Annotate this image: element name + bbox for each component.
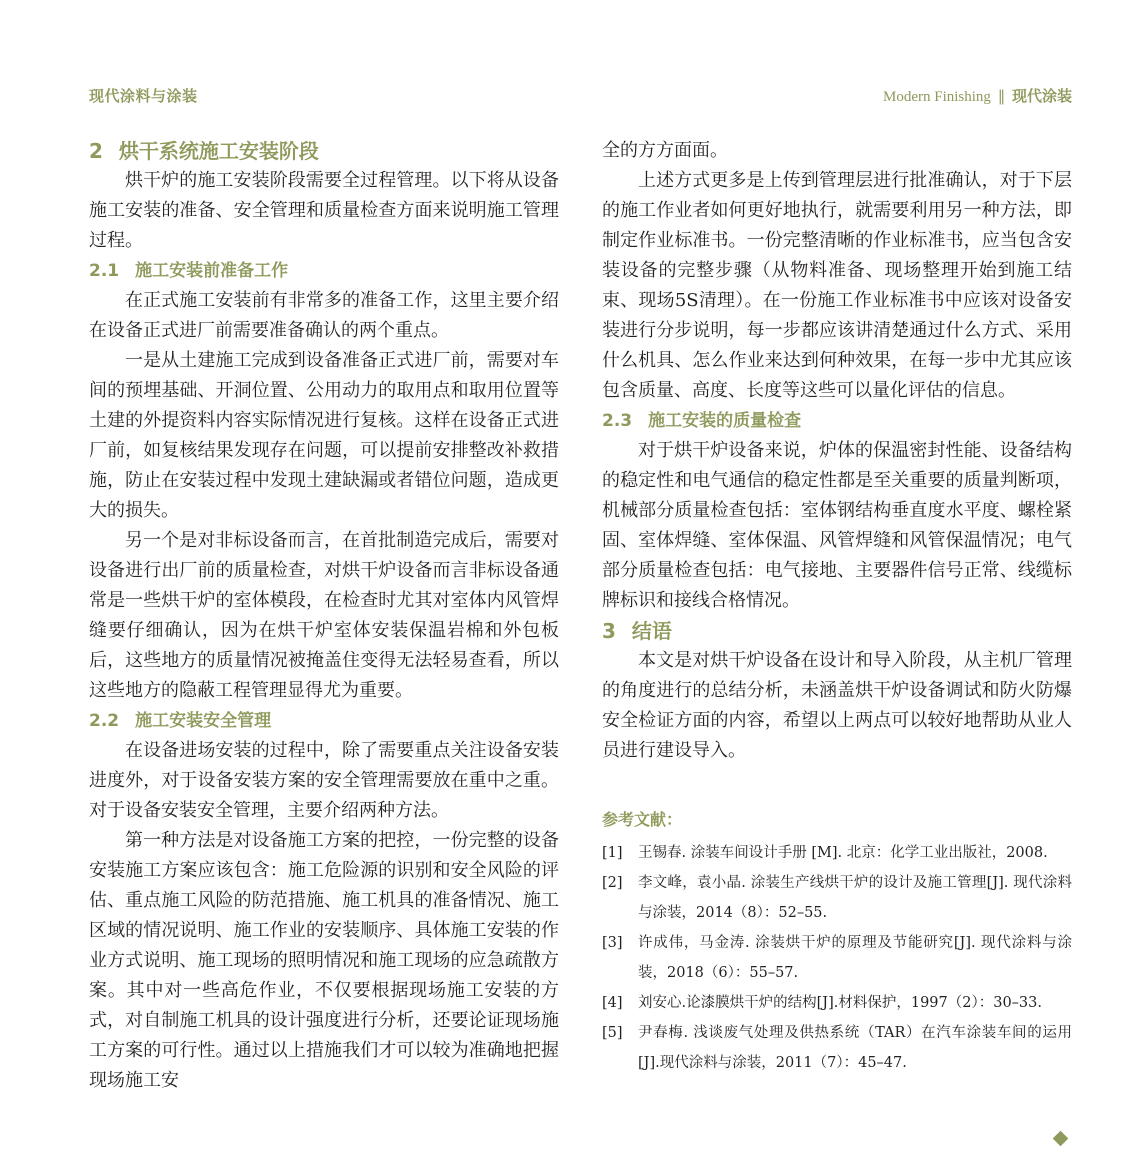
reference-number: [3] — [602, 935, 623, 951]
running-header-separator: ‖ — [997, 87, 1006, 105]
paragraph: 上述方式更多是上传到管理层进行批准确认，对于下层的施工作业者如何更好地执行，就需要利用另一种方法，即制定作业标准书。一份完整清晰的作业标准书，应当包含安装设备的完整步骤（从物料准备、现场整理开始到施工结束、现场5S清理）。在一份施工作业标准书中应该对设备安装进行分步说明，每一步都应该讲清楚通过什么方式、采用什么机具、怎么作业来达到何种效果，在每一步中尤其应该包含质量、高度、长度等这些可以量化评估的信息。 — [602, 170, 1072, 401]
running-header-chinese: 现代涂装 — [1011, 87, 1072, 105]
reference-item — [602, 928, 1072, 988]
right-column — [602, 136, 1072, 1078]
subsection-number: 2.3 — [602, 411, 633, 431]
paragraph: 本文是对烘干炉设备在设计和导入阶段，从主机厂管理的角度进行的总结分析，未涵盖烘干炉设备调试和防火防爆安全检证方面的内容，希望以上两点可以较好地帮助从业人员进行建设导入。 — [602, 650, 1072, 761]
section-title: 结语 — [631, 619, 672, 643]
running-header-english: Modern Finishing — [882, 89, 991, 105]
section-number: 3 — [602, 619, 616, 643]
section-2-intro: 烘干炉的施工安装阶段需要全过程管理。以下将从设备施工安装的准备、安全管理和质量检查方面来说明施工管理过程。 — [89, 170, 559, 251]
subsection-number: 2.2 — [89, 711, 120, 731]
running-header-right — [883, 85, 1072, 106]
reference-item — [602, 1018, 1072, 1078]
subsection-number: 2.1 — [89, 261, 120, 281]
reference-number: [5] — [602, 1025, 623, 1041]
running-header-journal: 现代涂料与涂装 — [89, 87, 198, 105]
reference-text: 刘安心.论漆膜烘干炉的结构[J].材料保护，1997（2）：30–33. — [638, 995, 1042, 1011]
paragraph: 另一个是对非标设备而言，在首批制造完成后，需要对设备进行出厂前的质量检查，对烘干炉设备而言非标设备通常是一些烘干炉的室体模段，在检查时尤其对室体内风管焊缝要仔细确认，因为在烘干炉室体安装保温岩棉和外包板后，这些地方的质量情况被掩盖住变得无法轻易查看，所以这些地方的隐蔽工程管理显得尤为重要。 — [89, 530, 559, 701]
section-title: 烘干系统施工安装阶段 — [118, 139, 319, 163]
subsection-title: 施工安装安全管理 — [135, 711, 272, 731]
diamond-icon — [1053, 1131, 1069, 1147]
reference-text: 许成伟，马金涛. 涂装烘干炉的原理及节能研究[J]. 现代涂料与涂装，2018（6）：55–57. — [638, 935, 1072, 981]
section-3-heading — [602, 616, 1072, 646]
reference-text: 王锡春. 涂装车间设计手册 [M]. 北京：化学工业出版社，2008. — [638, 845, 1048, 861]
reference-text: 尹春梅. 浅谈废气处理及供热系统（TAR）在汽车涂装车间的运用[J].现代涂料与涂装，2011（7）：45–47. — [638, 1025, 1072, 1071]
subsection-title: 施工安装的质量检查 — [648, 411, 802, 431]
reference-item — [602, 838, 1072, 868]
reference-text: 李文峰，袁小晶. 涂装生产线烘干炉的设计及施工管理[J]. 现代涂料与涂装，2014（8）：52–55. — [638, 875, 1072, 921]
reference-item — [602, 988, 1072, 1018]
reference-number: [2] — [602, 875, 623, 891]
subsection-2-2-heading — [89, 706, 559, 736]
paragraph: 在正式施工安装前有非常多的准备工作，这里主要介绍在设备正式进厂前需要准备确认的两个重点。 — [89, 290, 559, 341]
reference-number: [4] — [602, 995, 623, 1011]
paragraph: 对于烘干炉设备来说，炉体的保温密封性能、设备结构的稳定性和电气通信的稳定性都是至关重要的质量判断项，机械部分质量检查包括：室体钢结构垂直度水平度、螺栓紧固、室体焊缝、室体保温、风管焊缝和风管保温情况；电气部分质量检查包括：电气接地、主要器件信号正常、线缆标牌标识和接线合格情况。 — [602, 440, 1072, 611]
paragraph: 一是从土建施工完成到设备准备正式进厂前，需要对车间的预埋基础、开洞位置、公用动力的取用点和取用位置等土建的外提资料内容实际情况进行复核。这样在设备正式进厂前，如复核结果发现存在问题，可以提前安排整改补救措施，防止在安装过程中发现土建缺漏或者错位问题，造成更大的损失。 — [89, 350, 559, 521]
section-number: 2 — [89, 139, 103, 163]
reference-list — [602, 838, 1072, 1078]
section-2-heading — [89, 136, 559, 166]
subsection-title: 施工安装前准备工作 — [135, 261, 289, 281]
left-column — [89, 136, 559, 1096]
subsection-2-1-heading — [89, 256, 559, 286]
paragraph-continued: 全的方方面面。 — [602, 140, 728, 161]
paragraph: 在设备进场安装的过程中，除了需要重点关注设备安装进度外，对于设备安装方案的安全管理需要放在重中之重。对于设备安装安全管理，主要介绍两种方法。 — [89, 740, 559, 821]
reference-item — [602, 868, 1072, 928]
reference-number: [1] — [602, 845, 623, 861]
paragraph: 第一种方法是对设备施工方案的把控，一份完整的设备安装施工方案应该包含：施工危险源的识别和安全风险的评估、重点施工风险的防范措施、施工机具的准备情况、施工区域的情况说明、施工作业的安装顺序、具体施工安装的作业方式说明、施工现场的照明情况和施工现场的应急疏散方案。其中对一些高危作业，不仅要根据现场施工安装的方式，对自制施工机具的设计强度进行分析，还要论证现场施工方案的可行性。通过以上措施我们才可以较为准确地把握现场施工安 — [89, 830, 559, 1091]
references-heading: 参考文献： — [602, 810, 683, 829]
subsection-2-3-heading — [602, 406, 1072, 436]
